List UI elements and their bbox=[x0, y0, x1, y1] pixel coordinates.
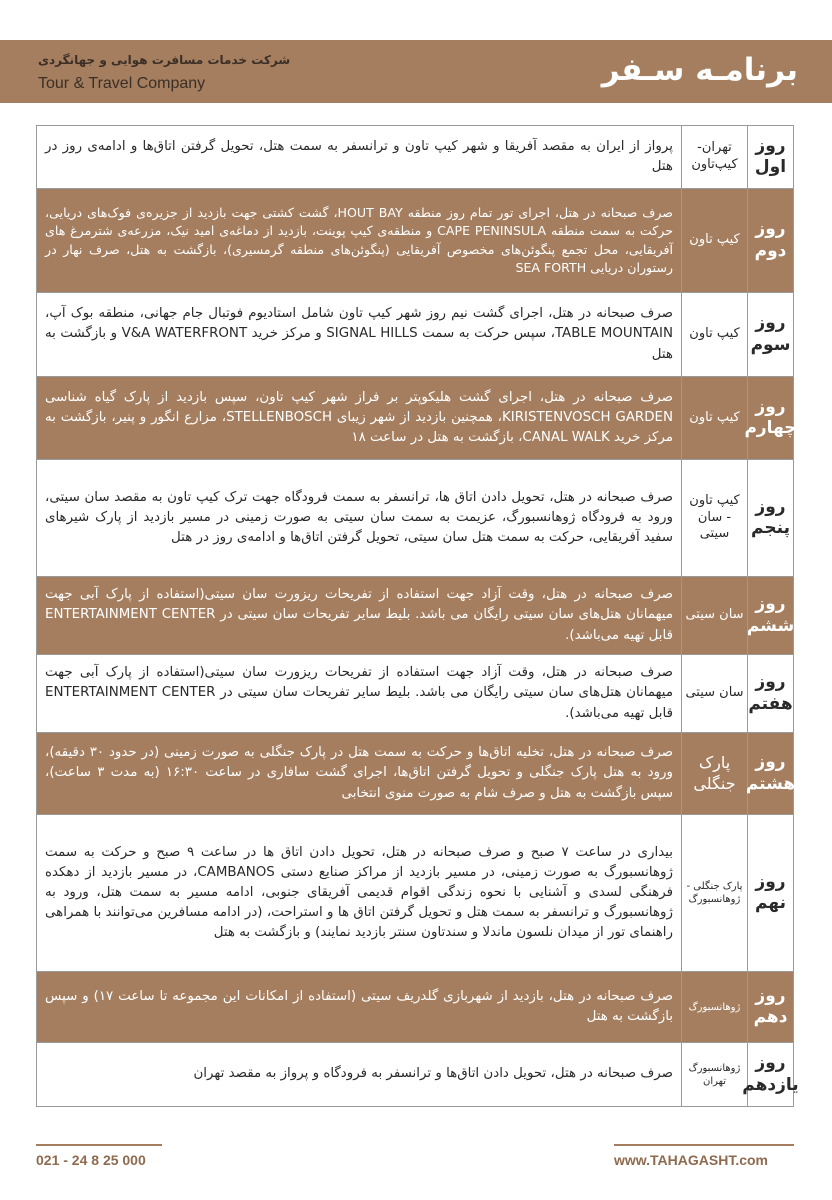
itinerary-row-day-2 bbox=[37, 189, 793, 293]
itinerary-row-day-8 bbox=[37, 733, 796, 815]
day-city: تهران- کیپ‌تاون bbox=[681, 126, 747, 188]
day-description: صرف صبحانه در هتل، وقت آزاد جهت استفاده از تفریحات ریزورت سان سیتی(استفاده از پارک آبی جهت میهمانان هتل‌های سان سیتی رایگان می باشد. بلیط سایر تفریحات سان سیتی در ENTERTAINMENT CENTER قابل تهیه می‌باشد). bbox=[45, 665, 673, 721]
day-city: ژوهانسبورگ bbox=[681, 972, 747, 1042]
day-city: کیپ تاون - سان سیتی bbox=[681, 460, 747, 576]
day-city: پارک جنگلی - ژوهانسبورگ bbox=[681, 815, 747, 971]
day-city: کیپ تاون bbox=[681, 377, 747, 459]
day-description: صرف صبحانه در هتل، تخلیه اتاق‌ها و حرکت به سمت هتل در پارک جنگلی به صورت زمینی (در حدود ۳۰ دقیقه)، ورود به هتل پارک جنگلی و تحویل گرفتن اتاق‌ها، اجرای گشت سافاری در ساعت ۱۶:۳۰ (به مدت ۳ ساعت)، سپس بازگشت به هتل و صرف شام به صورت منوی انتخابی bbox=[45, 745, 673, 801]
itinerary-row-day-1 bbox=[37, 126, 793, 189]
day-label: روز نهم bbox=[747, 815, 793, 971]
itinerary-table bbox=[36, 125, 799, 1107]
company-name-en: Tour & Travel Company bbox=[38, 75, 206, 92]
footer-divider-right bbox=[614, 1144, 794, 1146]
footer-phone: 021 - 24 8 25 000 bbox=[36, 1152, 146, 1168]
day-label: روز چهارم bbox=[747, 377, 793, 459]
day-description: بیداری در ساعت ۷ صبح و صرف صبحانه در هتل، تحویل دادن اتاق ها در ساعت ۹ صبح و حرکت به سمت ژوهانسبورگ به صورت زمینی، در مسیر بازدید از مراکز صنایع دستی CAMBANOS، در مسیر بازدید از دهکده فرهنگی لسدی و آشنایی با نحوه زندگی اقوام قدیمی آفریقای جنوبی، ادامه مسیر به سمت هتل، ورود به ژوهانسبورگ و ترانسفر به سمت هتل و تحویل گرفتن اتاق ها و استراحت، (در ادامه مسافرین می‌توانند با همراهی راهنمای تور از میدان نلسون ماندلا و سندتاون سنتر بازدید نمایند) و بازگشت به هتل bbox=[45, 844, 674, 941]
day-description: صرف صبحانه در هتل، اجرای گشت هلیکوپتر بر فراز شهر کیپ تاون، سپس بازدید از پارک گیاه شناسی KIRISTENVOSCH GARDEN، همچنین بازدید از شهر زیبای STELLENBOSCH، مزارع انگور و پنیر، بازگشت به مرکز خرید CANAL WALK، بازگشت به هتل در ساعت ۱۸ bbox=[45, 389, 673, 446]
itinerary-row-day-11 bbox=[37, 1043, 799, 1107]
day-label: روز ششم bbox=[747, 577, 793, 654]
page-title: برنامـه سـفر bbox=[601, 52, 798, 88]
day-city: سان سیتی bbox=[681, 655, 747, 732]
day-label: روز دوم bbox=[747, 189, 793, 292]
itinerary-row-day-10 bbox=[37, 972, 793, 1043]
day-description: صرف صبحانه در هتل، اجرای تور تمام روز منطقه HOUT BAY، گشت کشتی جهت بازدید از جزیره‌ی فوک‌های دریایی، حرکت به سمت منطقه CAPE PENINSULA و منطقه‌ی کیپ پوینت، بازدید از دماغه‌ی امید نیک، مزرعه‌ی شترمرغ های آفریقایی، محل تجمع پنگوئن‌های مخصوص آفریقایی (پنگوئن‌های منطقه گرمسیری)، بازگشت به هتل، صرف نهار در رستوران دریایی SEA FORTH bbox=[45, 205, 674, 275]
company-name-fa: شرکت خدمات مسافرت هوایی و جهانگردی bbox=[38, 53, 291, 67]
day-label: روز اول bbox=[747, 126, 793, 188]
day-label: روز یازدهم bbox=[747, 1043, 793, 1106]
header-bar bbox=[0, 40, 832, 103]
day-description: صرف صبحانه در هتل، تحویل دادن اتاق‌ها و ترانسفر به فرودگاه و پرواز به مقصد تهران bbox=[193, 1066, 673, 1082]
day-city: کیپ تاون bbox=[681, 189, 747, 292]
itinerary-row-day-4 bbox=[37, 377, 797, 460]
day-city: سان سیتی bbox=[681, 577, 747, 654]
day-city: کیپ تاون bbox=[681, 293, 747, 376]
day-label: روز دهم bbox=[747, 972, 793, 1042]
day-description: صرف صبحانه در هتل، تحویل دادن اتاق ها، ترانسفر به سمت فرودگاه جهت ترک کیپ تاون به مقصد سان سیتی، ورود به فرودگاه ژوهانسبورگ، عزیمت به سمت سان سیتی به صورت زمینی در مسیر بازدید از پارک شیرهای سفید آفریقایی، حرکت به سمت هتل سان سیتی، تحویل گرفتن اتاق‌ها و ادامه‌ی روز در هتل bbox=[45, 489, 673, 546]
day-label: روز پنجم bbox=[747, 460, 793, 576]
itinerary-row-day-7 bbox=[37, 655, 793, 733]
day-description: صرف صبحانه در هتل، اجرای گشت نیم روز شهر کیپ تاون شامل استادیوم فوتبال جام جهانی، منطقه بوک آپ، TABLE MOUNTAIN، سپس حرکت به سمت SIGNAL HILLS و مرکز خرید V&A WATERFRONT و بازگشت به هتل bbox=[45, 306, 673, 362]
day-label: روز هفتم bbox=[747, 655, 793, 732]
day-description: صرف صبحانه در هتل، بازدید از شهربازی گلدریف سیتی (استفاده از امکانات این مجموعه تا ساعت ۱۷) و سپس بازگشت به هتل bbox=[45, 988, 673, 1024]
day-description: صرف صبحانه در هتل، وقت آزاد جهت استفاده از تفریحات ریزورت سان سیتی(استفاده از پارک آبی جهت میهمانان هتل‌های سان سیتی رایگان می باشد. بلیط سایر تفریحات سان سیتی در ENTERTAINMENT CENTER قابل تهیه می‌باشد). bbox=[45, 587, 673, 643]
itinerary-row-day-6 bbox=[37, 577, 793, 655]
day-city: ژوهانسبورگ تهران bbox=[681, 1043, 747, 1106]
itinerary-row-day-5 bbox=[37, 460, 793, 577]
itinerary-row-day-3 bbox=[37, 293, 793, 377]
day-city: پارک جنگلی bbox=[681, 733, 747, 814]
footer-website-link[interactable]: www.TAHAGASHT.com bbox=[614, 1152, 769, 1168]
day-label: روز هشتم bbox=[747, 733, 793, 814]
day-description: پرواز از ایران به مقصد آفریقا و شهر کیپ تاون و ترانسفر به سمت هتل، تحویل گرفتن اتاق‌ها و ادامه‌ی روز در هتل bbox=[45, 138, 673, 174]
itinerary-row-day-9 bbox=[37, 815, 793, 972]
footer-divider-left bbox=[36, 1144, 162, 1146]
day-label: روز سوم bbox=[747, 293, 793, 376]
